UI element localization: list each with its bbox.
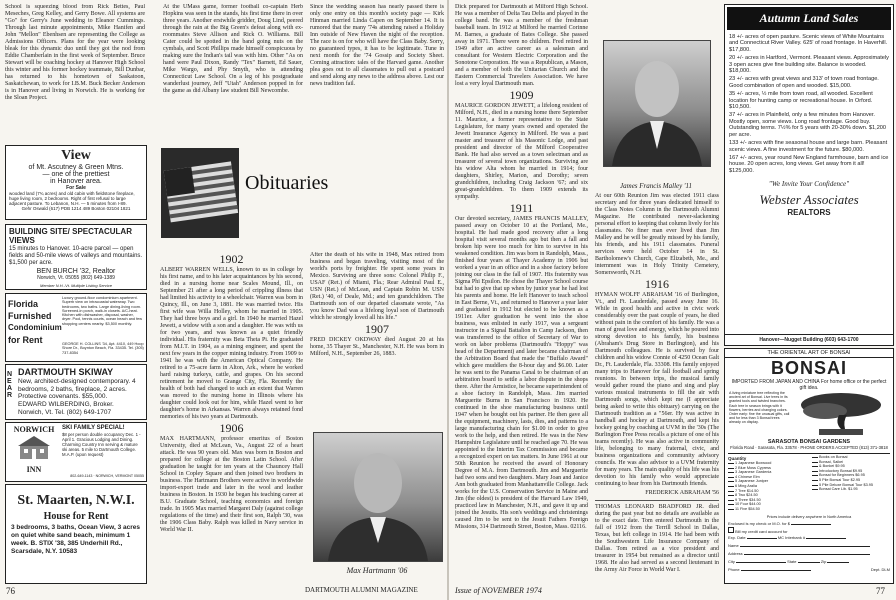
obituary-1911-cont-text: At our 60th Reunion Jim was elected 1911 class secretary and for three years dedicated himself to the Class Notes Column in the Dartmouth Alumni Magazine. He contributed never-slackening personal effort to keeping that column lively for his classmates. No finer man ever lived than Jim Malley and he will be greatly missed by his family, his friends, and his 1911 classmates. Funeral services were held October 14 in St. Bartholomew's Church, Cape Elizabeth, Me., and internment was in Holy Trinity Cemetery, Somersworth, N.H.	[595, 193, 719, 276]
flag-icon	[161, 148, 239, 238]
order-name-label: Name	[728, 543, 739, 548]
order-form	[728, 453, 890, 582]
right-col2	[595, 193, 719, 582]
order-option[interactable]	[812, 487, 890, 492]
order-enclosed-label: Enclosed is my check or M.O. for $	[728, 521, 791, 526]
order-option-checkbox[interactable]	[812, 475, 818, 476]
page-number-left: 76	[6, 586, 15, 596]
norwich-tel: 802-649-1143 · NORWICH, VERMONT 05055	[70, 474, 144, 478]
order-option-checkbox[interactable]	[728, 468, 734, 469]
norwich-body: $8 per person double occupancy Dec. 1 - April 1. Gracious Lodging and Dining. Charming Country Inn serving & mature ski areas. 5 mile to Dartmouth College. M.A.P. (upon request)	[62, 432, 141, 457]
skiway-contact: EDWARD WILBERDING, Broker.	[18, 401, 114, 408]
portrait-silhouette-icon	[604, 41, 710, 166]
autumn-listing-item: 37 +/- acres in Plainfield, only a few minutes from Hanover. Mostly open, some views. Long road frontage. Good buy. Outstanding terms. 7½% for 5 years with 20-30% down. $1,200 per acre.	[729, 112, 887, 138]
order-name-input[interactable]	[740, 546, 870, 547]
view-ad-title: View	[61, 148, 91, 163]
obit-col-right	[310, 252, 444, 427]
skiway-phone: Norwich, Vt. Tel. (802) 649-1707	[18, 409, 112, 416]
autumn-listing-item: 167 +/- acres, year round New England farmhouse, barn and ice house. 20 open acres, long views. Get away from it all! $125,000.	[729, 154, 889, 174]
order-option-label: Bonsai, Saikei	[819, 459, 844, 464]
florida-body: Luxury ground-floor condominium apartment. Superb view on intracoastal waterway. Two bedrooms, two baths. Large dining-living room. Screened-in porch, walk-in closets. A/C-heat. Kitchen with dishwasher, disposal, washer, dryer. Pool, tennis courts, ocean beach and few shopping centers nearby. $3,500 monthly.	[62, 296, 142, 326]
order-quantity-label: Quantity	[728, 456, 747, 461]
order-option[interactable]	[728, 507, 810, 512]
order-address-line	[728, 550, 890, 557]
autumn-listing-item: 20 +/- acres in Hartford, Vermont. Pleasant views. Approximately 3 open acres give fine building site. Balance is wooded. $18,000.	[729, 55, 889, 75]
footer-issue: Issue of NOVEMBER 1974	[455, 586, 542, 595]
bonsai-address: Florida Road · Sarasota, Fla. 33578 · PHONE ORDERS ACCEPTED (813) 371-3818	[730, 445, 888, 450]
right-col1	[455, 4, 588, 582]
order-option-label: Introductory Bonsai $9.95	[819, 468, 863, 473]
inn-building-icon	[14, 434, 54, 460]
bonsai-title: BONSAI	[770, 358, 847, 378]
order-option-label: 9 Three $34.50	[735, 497, 761, 502]
year-1906-heading: 1906	[219, 421, 244, 435]
order-option-checkbox[interactable]	[812, 480, 818, 481]
st-maarten-body: 3 bedrooms, 3 baths, Ocean View, 3 acres on quiet white sand beach, minimum 1 week. B. STIX '38, 385 Underhill Rd., Scarsdale, N.Y. 10583	[11, 524, 140, 555]
view-ad-subtitle: of Mt. Ascutney & Green Mtns.	[28, 164, 124, 171]
skiway-body: New, architect-designed contemporary. 4 bedrooms, 2 baths, fireplace, 2 acres. Protective covenants. $55,000.	[18, 378, 136, 400]
bonsai-tree-icon	[795, 391, 887, 437]
skiway-ad	[5, 364, 147, 420]
webster-logo-text: Webster Associates	[759, 192, 859, 208]
portrait-james-malley	[603, 40, 711, 167]
autumn-listing-list	[725, 32, 893, 178]
building-site-contact: BEN BURCH '32, Realtor	[36, 268, 116, 275]
year-1909-heading: 1909	[509, 88, 534, 102]
class-notes-text: At the UMass game, former football co-captain Herb Hopkins was seen in the stands, his first time there in over three years. Another erstwhile gridder, Doug Lind, peered through the rain at the Big Green's defeat along with ex-roommates Steve Allison and Rick O. Williams. Bill Cater could be spotted in the band going nuts on the cymbals, and Scott Phillips made himself conspicuous by making sure the Indian's tail was with him. Other "As on hand were Paul Dixon, Randy "Tex" Barnett, Ed Sauer, Mike Wargo, and Phy Smyth, who is attending Connecticut Law School. On a leg of his postgraduate wanderlust journey, Jeff "Utah" Anderson popped in for the game as did Albany law student Bill Newcombe.	[163, 4, 303, 94]
order-city-label: City	[728, 559, 735, 564]
order-state-input[interactable]	[798, 562, 820, 563]
order-option-label: 1 Japanese Boxwood	[735, 461, 772, 465]
order-book-list	[812, 455, 890, 492]
obituary-1902-text: ALBERT WARREN WELLS, known to us in college by his first name, and to his later acquaintances by his second, died in a nursing home near Scales Mound, Ill., on September 21 after a long period of crippling illness that had limited his activity to a wheelchair. Warren was born in Quincy, Ill., on June 3, 1881. He was married twice. His first wife was Willa Holley, whom he married in 1905. They had three boys and a girl. In 1940 he married Hazel Jewett, a widow with a son and a daughter. He was with us for two years, and was known as a quiet friendly individual. His fraternity was Beta Theta Pi. He graduated from M.I.T. in 1904, as a mining engineer, and spent the next few years in the copper mining industry. From 1909 to 1941 he was with the American Optical Company. He retired to a 75-acre farm in Alton, Ark., where he worked hard raising turkeys, cattle, and grapes. On his second retirement he moved to Grange City, Fla. Recently the health of both had changed to such an extent that Warren was moved to the nursing home in Illinois where his daughter could look out for him, while Hazel went to her daughter's home in Arkansas. Warren always retained fond memories of his two years at Dartmouth.	[160, 267, 303, 420]
order-zip-label: Zip	[820, 559, 827, 564]
order-option-checkbox[interactable]	[812, 462, 818, 463]
order-exp-label: Exp. Date	[728, 535, 746, 540]
bonsai-company: SARASOTA BONSAI GARDENS	[767, 439, 851, 445]
order-address-label: Address	[728, 551, 743, 556]
left-col2-intro	[163, 4, 303, 117]
obit-col-left	[160, 252, 303, 582]
year-1911-heading: 1911	[509, 201, 534, 215]
webster-sub: REALTORS	[787, 208, 831, 218]
inn-word: INN	[26, 465, 42, 474]
obituary-1916-text: HYMAN WOLFF ABRAHAM '16 of Burlington, Vt., and Ft. Lauderdale, passed away June 16. While in good health and active in civic work considerably over the past couple of years, he died without pain in the comfort of his family. He was a man of great love and energy, which he poured into strong devotion to his family, his business (Abraham's Drug Store in Burlington), and his Dartmouth colleagues. He is survived by four children and his widow Connie of 4250 Ocean Galt Dr., Ft. Lauderdale, Fla. 33308. His family enjoyed many trips to Hanover for fall football and spring reunions. In between trips, the musical family would gather round the piano and sing and play various musical instruments to fill the air with Dartmouth songs, which kept me (I appreciate being asked to write this obituary) carrying on the Dartmouth tradition as a "56er. Hy was active in handball and hockey at Dartmouth, and kept his hockey going by coaching at UVM in the '30s (The Burlington Free Press recalls a picture of one of his teams recently). He was also active in community life, belonging to many fraternal, civic, and business organizations and community advisory councils. He was also advisor to a UVM fraternity for many years. The main quality of his life was his devotion to his family who would appreciate continuing to hear from his Dartmouth friends.	[595, 292, 719, 487]
order-option-checkbox[interactable]	[728, 481, 734, 482]
building-site-ad	[5, 224, 147, 290]
view-ad-subtitle-3: in Hanover area.	[50, 178, 102, 185]
left-col1-intro	[5, 4, 145, 117]
order-mc-line	[728, 534, 890, 541]
autumn-listing-item: 18 +/- acres of open pasture. Scenic views of White Mountains and Connecticut River Valley. 625' of road frontage. In Haverhill. $17,800.	[729, 34, 888, 53]
class-notes-text: Since the wedding season has nearly passed there is only one entry on this month's society page — Kirk Hinman married Linda Capen on September 14. It is rumored that the many '74s attending raised a Holiday Inn outside of New Haven the night of the reception. The race is on for who will have the Class Baby. Sorry, no guaranteed types, it has to be legitimate. Tune in next month for the '74 Gossip and Society Sheet. Coming attraction: tales of the Harvard game. Another plea goes out to all classmates to pull out a postcard and send along any news to the address above. Lest our news tradition fail.	[310, 4, 444, 87]
order-zip-input[interactable]	[827, 562, 849, 563]
obituary-1909-text: MAURICE GORDON JEWETT, a lifelong resident of Milford, N.H., died in a nursing home there September 11. Maurice, a former representative to the State Legislature, for many years owned and operated the Jewett Insurance Agency in Milford. He was a past master and treasurer of his Masonic Lodge, and past president and director of the Milford Cooperative Bank. He had also served as a town selectman and as treasurer of several town organizations. Surviving are his widow Alta whom he married in 1914; four daughters, Shirley, Marion, and Dorothy; seven grandchildren, including Craig Jackson '67; and six great-grandchildren. To them 1909 extends its sympathy.	[455, 103, 588, 200]
autumn-title-banner	[727, 7, 891, 30]
building-site-note: Member N.H.-Vt. Multiple Listing Service	[39, 283, 113, 288]
furnished-word: Furnished	[8, 311, 52, 321]
st-maarten-title: St. Maarten, N.W.I.	[17, 493, 135, 508]
obituary-1911-text: Our devoted secretary, JAMES FRANCIS MALLEY, passed away on October 10 at the Portland, Me., hospital. He had made good recovery after a long hospital visit several months ago but then a fall and broken hip were too much for him to survive in his weakened condition. Jim was born in Randolph, Mass., finished four years at Thayer Academy in 1906 but worked a year in an office and in a shoe factory before joining our class in the fall of 1907. His fraternity was Sigma Phi Epsilon. He chose the Thayer School course but had to give that up when by junior year he had lost his parents and home. He left Hanover to teach school in East Berne, Vt., and returned to Hanover a year later and graduated in 1912 but elected to be known as a 1911er. After graduation he went into the shoe business, was enlisted in early 1917, was a sergeant instructor in a Signal Battalion in Camp Jackson, then was transferred to the office of Secretary of War to work on labor problems (Dartmouth's "Hoppy" was head of the Department) and later became chairman of the Arbitration Board that made the "Buffalo Award" which gave muddlers the 8-hour day and $6.00. Later he was sent to the Panama Canal to be chairman of an arbitration board to settle a labor dispute in the shops there. After the Armistice, he became superintendent of a shoe factory in Randolph, Mass. Jim married Marguerite Burns in San Francisco in 1920. He continued in the shoe manufacturing business until 1947 when he bought out his partner. He then gave all the equipment, machinery, lasts, dies, and patterns to a large manufacturing chain for $1.00 in order to give work to the help, and then retired. He was in the New Hampshire Legislature until he reached age 70. He was appointed to the Interim Tax Commission and became a recognized expert on tax matters. In June 1961 at our 50th Reunion he received the award of Honorary Degree of M.A. from Dartmouth. Jim and Marguerite had two sons and two daughters. Mary Joan and Janice Ann both graduated from Manhattanville College. Jack works for the U.S. Conservation Service in Maine and Jim (the oldest) is president of the Harvard Law 1949, practiced law in Manchester, N.H., and gave it up and joined the Jesuits. His son's weddings and christenings caused Jim to be sent to the Jesuit Fathers Foreign Missions, 314 Dartmouth Street, Boston, Mass. 02116.	[455, 216, 588, 530]
autumn-title: Autumn Land Sales	[759, 11, 859, 25]
bonsai-head: THE ORIENTAL ART OF BONSAI	[725, 349, 893, 358]
order-name-line	[728, 542, 890, 549]
order-option-label: 4 Chinese Elm	[735, 474, 760, 479]
norwich-title: SKI FAMILY SPECIAL!	[62, 425, 125, 431]
florida-contact: GEORGE H. COLLINS '34, Apt. 4410, 449 Hoop Shore Dr., Boynton Beach, Fla. 33435. Tel. (305) 737-8354	[62, 342, 144, 355]
order-address-input[interactable]	[744, 554, 870, 555]
order-option-checkbox[interactable]	[812, 457, 818, 458]
florida-word: Florida	[8, 299, 39, 309]
left-col3-intro	[310, 4, 444, 117]
page-gutter	[447, 0, 449, 600]
order-option-checkbox[interactable]	[812, 466, 818, 467]
building-site-body: 15 minutes to Hanover. 10-acre parcel — open fields and 50-mile views of valleys and mountains. $1,500 per acre.	[9, 246, 143, 266]
obituary-1907-cont-text: Dick prepared for Dartmouth at Milford High School. He was a member of Delta Tau Delta and played in the college band. He was a member of the freshman baseball team. In 1912 at Milford he married Corinne M. Barnes, a graduate of Bates College. She passed away in 1971. There were no children. Fred retired in 1949 after an active career as a salesman and consultant for Western Electric Corporation and the Sonotone Corporation. He was a Republican, a Mason, and a member of both the Unitarian Church and the Eastern Commercial Travelers Association. We have lost a very loyal Dartmouth man.	[455, 4, 588, 87]
order-option-checkbox[interactable]	[812, 471, 818, 472]
order-option-label: 2 Blue Moss Cypress	[735, 465, 771, 470]
view-ad	[5, 145, 147, 220]
skiway-title: DARTMOUTH SKIWAY	[18, 367, 114, 377]
order-phone-input[interactable]	[741, 570, 811, 571]
year-1916-heading: 1916	[645, 277, 669, 291]
obituary-1906-text: MAX HARTMANN, professor emeritus of Boston University, died at McLean, Va., August 22 of a heart attack. He was 90 years old. Max was born in Boston and prepared for college at the Boston Latin School. After graduation he taught for ten years at the Chauncey Hall School in Copley Square and then joined two brothers in business. The Hartmann Brothers were active in worldwide import-export trade and later in the wool and leather business in Boston. In 1930 he began his teaching career at B.U. Graduate School, teaching economics and foreign trade. In 1905 Max married Margaret Daly (against college regulations of the time) and their first son, Ralph '30, was the 1906 Class Baby. Ralph was killed in Navy service in World War II.	[160, 436, 303, 533]
view-ad-subtitle-2: — one of the prettiest	[42, 171, 110, 178]
order-enclosed-line	[728, 520, 890, 527]
portrait-silhouette-icon	[314, 433, 442, 561]
obituary-1916-signature: FREDERICK ABRAHAM '56	[645, 490, 719, 496]
order-option-checkbox[interactable]	[812, 485, 818, 486]
building-site-address: Norwich, Vt. 05055 (802) 649-1389	[37, 275, 115, 281]
order-option-checkbox[interactable]	[812, 489, 818, 490]
obituary-1916-bradford-text: THOMAS LEONARD BRADFORD JR. died during the past year but no details are available as to the exact date. Tom entered Dartmouth in the fall of 1912 from the Terrill School in Dallas, Texas, but left college in 1914. He had been with the Southwestern Life Insurance Company of Dallas. Tom retired as a vice president and treasurer in 1954 but remained as a director until 1968. He also had served as a second lieutenant in the Army Air Force in World War I.	[595, 504, 719, 573]
order-option-label: 8 Two $24.50	[735, 493, 758, 498]
order-option-checkbox[interactable]	[728, 509, 734, 510]
autumn-listing-item: 23 +/- acres with great views and 313' of town road frontage. Good combination of open and wooded. $15,000.	[729, 76, 879, 89]
near-vertical-label: NEAR	[7, 371, 13, 399]
autumn-slogan: "We Invite Your Confidence"	[768, 180, 850, 189]
order-city-line	[728, 558, 890, 565]
order-dept-label: Dept. DLM	[870, 567, 890, 572]
st-maarten-ad	[5, 484, 147, 584]
st-maarten-subtitle: House for Rent	[43, 511, 109, 522]
order-option-label: Books on Bonsai	[819, 455, 848, 459]
hartmann-caption: Max Hartmann '06	[346, 566, 408, 575]
page-number-right: 77	[876, 586, 885, 596]
norwich-inn-ad	[5, 422, 147, 482]
year-1907-heading: 1907	[365, 322, 389, 336]
norwich-inn-logo	[8, 425, 60, 477]
order-mc-input[interactable]	[806, 538, 846, 539]
order-option-checkbox[interactable]	[728, 495, 734, 496]
order-charge-checkbox[interactable]	[728, 527, 734, 533]
order-option-label: 11 Five $54.50	[735, 506, 760, 511]
order-option-label: 7 Tree $14.50	[735, 488, 759, 493]
order-option-checkbox[interactable]	[728, 463, 734, 464]
order-option-checkbox[interactable]	[728, 491, 734, 492]
bonsai-sub: IMPORTED FROM JAPAN AND CHINA For home office or the perfect gift idea.	[731, 379, 887, 391]
order-option-label: 5 Pile Deluxe Bonsai Tour $3.95	[819, 482, 873, 487]
order-mc-label: MC Interbank #	[777, 535, 806, 540]
class-notes-text: School is squeezing blood from Rick Bettes, Paul Meseches, Greg Kelley, and Gerry Bowe. All systems are "Go" for Gerry's June wedding to Eleanor Cummings. Through last minute appointments, Mike Hanifen and John "Mellon" Ebenhsen are representing the College as Admissions Officers. Plans for the year were looking bleak for this dynamic duo until they got the nod from Eddie Chamberlain in the first week of September. Bruce Stewart will be coaching hockey at Hanover High School this winter and his former hockey teammate, Bill Dunbar, has returned to his hometown of Saskatoon, Saskatchewan, to work for I.B.M. Buck Becker Anderson is in Hanover and living in Norwich. He is working for the Sloan Project.	[5, 4, 145, 101]
autumn-land-sales-ad	[724, 4, 894, 346]
order-state-label: State	[787, 559, 797, 564]
view-ad-sale: For Sale	[66, 185, 86, 191]
norwich-logo-name: NORWICH	[13, 425, 55, 434]
year-1902-heading: 1902	[219, 252, 244, 266]
order-option-checkbox[interactable]	[728, 504, 734, 505]
bonsai-tree-image	[729, 391, 889, 437]
obituary-divider	[595, 500, 719, 501]
order-enclosed-input[interactable]	[791, 524, 831, 525]
order-phone-line	[728, 566, 890, 573]
building-site-title: BUILDING SITE/ SPECTACULAR VIEWS	[9, 227, 132, 245]
order-option-label: 5 Japanese Juniper	[735, 479, 769, 484]
order-charge-label: Bill my credit card account for	[735, 529, 788, 534]
order-option-label: Bonsai Care Lib. $1.95	[819, 487, 858, 492]
order-option-checkbox[interactable]	[728, 500, 734, 501]
order-option-label: 3 Japanese Gardenia	[735, 470, 772, 475]
order-option-label: 5 Pile Bonsai Tour $2.95	[819, 477, 861, 482]
order-option-checkbox[interactable]	[728, 477, 734, 478]
bonsai-body: A living miniature tree reflecting the ancient art of Bonsai. Live trees in its granted tools and twisted branches. Each tree in season brings with it flowers, berries and changing colors. Order early: fine the unusual gifts, call and for less than 3 Bonsai trees already on display.	[729, 391, 790, 425]
order-option-checkbox[interactable]	[728, 472, 734, 473]
order-phone-label: Phone	[728, 567, 740, 572]
footer-magazine-title: DARTMOUTH ALUMNI MAGAZINE	[305, 586, 418, 594]
malley-caption: James Francis Malley '11	[620, 182, 692, 190]
order-city-input[interactable]	[736, 562, 786, 563]
order-prices-note: Prices include delivery anywhere in North America	[766, 515, 852, 519]
view-ad-body: wooded land (7¾ acres) and old cabin with fieldstone fireplace, huge living room, 2 bedrooms. Right of first refusal to large adjacent pasture. To Lebanon, N.H. — 5 minutes from I-89.	[9, 191, 135, 206]
condominium-word: Condominium	[8, 323, 62, 332]
obituary-1907-text: FRED DICKEY OKDWAY died August 20 at his home, 35 Thayer St., Manchester, N.H. He was born in Milford, N.H., September 26, 1883.	[310, 337, 444, 357]
view-ad-contact: Gehr Oswald (617) PDB 1214 489 Boston 02104 1821	[21, 206, 131, 211]
autumn-listing-item: 133 +/- acres with fine seasonal house and large barn. Pleasant scenic views. A fine investment for the future. $80,000.	[729, 140, 888, 153]
order-exp-input[interactable]	[747, 538, 777, 539]
webster-address: Hanover—Nugget Building (603) 643-1700	[725, 334, 893, 345]
obituaries-heading: Obituaries	[245, 172, 329, 194]
order-option-label: 6 Ming Aralia	[735, 483, 757, 488]
portrait-max-hartmann	[313, 432, 443, 562]
bonsai-ad	[724, 348, 894, 584]
order-option-label: 10 Four $44.00	[735, 502, 761, 507]
order-option-checkbox[interactable]	[728, 486, 734, 487]
order-tree-list	[728, 461, 810, 512]
florida-condo-ad	[5, 293, 147, 362]
for-rent-word: for Rent	[8, 335, 43, 345]
order-option-label: Bonsai for Beginners $6.95	[819, 473, 865, 478]
order-option-label: & Bonkei $9.95	[819, 464, 845, 469]
autumn-listing-item: 35 +/- acres, ½ mile from town road, all wooded. Excellent location for hunting camp or recreational house. In Orford. $10,500.	[729, 91, 873, 111]
obituary-1906-cont-text: After the death of his wife in 1948, Max retired from business and began traveling, visiting most of the world's ports by freighter. He spent some years in Mexico. Surviving are three sons: Colonel Philip F., USAF (Ret.) of Miami, Fla.; Rear Admiral Paul E., USN (Ret.) of McLean, and Captain Robin M. USN (Ret.) '40, of Deale, Md.; and ten grandchildren. The Dartmouth son of our departed classmate wrote, "As you know Dad was a lifelong loyal son of Dartmouth which he strongly loved all his life."	[310, 252, 444, 321]
american-flag-image	[161, 148, 239, 238]
